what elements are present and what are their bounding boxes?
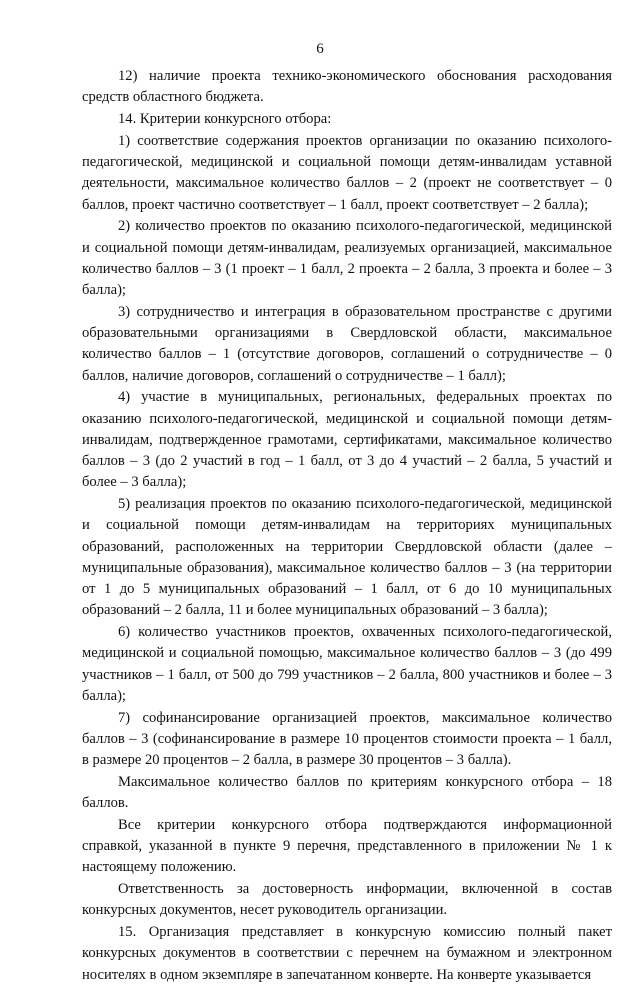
paragraph-criterion-6: 6) количество участников проектов, охваченных психолого-педагогической, медицинской и социальной помощью, максимальное количество баллов – 3 (до 499 участников – 1 балл, от 500 до 799 участников – 2 балла, 800 участников и более – 3 балла); xyxy=(82,624,612,704)
paragraph-criterion-3: 3) сотрудничество и интеграция в образовательном пространстве с другими образовательными организациями в Свердловской области, максимальное количество баллов – 1 (отсутствие договоров, соглашений о сотрудничестве – 0 баллов, наличие договоров, соглашений о сотрудничестве – 1 балл); xyxy=(82,303,612,384)
paragraph-max-score: Максимальное количество баллов по критериям конкурсного отбора – 18 баллов. xyxy=(82,773,612,811)
paragraph-responsibility: Ответственность за достоверность информации, включенной в состав конкурсных документов, несет руководитель организации. xyxy=(82,881,612,919)
paragraph-criterion-1: 1) соответствие содержания проектов организации по оказанию психолого-педагогической, медицинской и социальной помощи детям-инвалидам уставной деятельности, максимальное количество баллов – 2 (проект не соответствует – 0 баллов, проект частично соответствует – 1 балл, проект соответствует – 2 балла); xyxy=(82,132,612,213)
paragraph-criterion-4: 4) участие в муниципальных, региональных, федеральных проектах по оказанию психолого-педагогической, медицинской и социальной помощи детям-инвалидам, подтвержденное грамотами, сертификатами, максимальное количество баллов – 3 (до 2 участий в год – 1 балл, от 3 до 4 участий – 2 балла, 5 участий и более – 3 балла); xyxy=(82,389,612,491)
paragraph-criterion-5: 5) реализация проектов по оказанию психолого-педагогической, медицинской и социальной помощи детям-инвалидам на территориях муниципальных образований, расположенных на территории Свердловской области (далее – муниципальные образования), максимальное количество баллов – 3 (на территории от 1 до 5 муниципальных образований – 1 балл, от 6 до 10 муниципальных образований – 2 балла, 11 и более муниципальных образований – 3 балла); xyxy=(82,496,612,619)
paragraph-criterion-7: 7) софинансирование организацией проектов, максимальное количество баллов – 3 (софинансирование в размере 10 процентов стоимости проекта – 1 балл, в размере 20 процентов – 2 балла, в размере 30 процентов – 3 балла). xyxy=(82,709,612,768)
document-body xyxy=(82,66,612,986)
paragraph-item-12: 12) наличие проекта технико-экономического обоснования расходования средств областного бюджета. xyxy=(82,68,612,106)
paragraph-section-14-heading: 14. Критерии конкурсного отбора: xyxy=(118,111,332,127)
paragraph-section-15: 15. Организация представляет в конкурсную комиссию полный пакет конкурсных документов в соответствии с перечнем на бумажном и электронном носителях в одном экземпляре в запечатанном конверте. На конверте указывается xyxy=(82,924,612,983)
paragraph-criteria-confirmation: Все критерии конкурсного отбора подтверждаются информационной справкой, указанной в пункте 9 перечня, представленного в приложении № 1 к настоящему положению. xyxy=(82,816,612,876)
paragraph-criterion-2: 2) количество проектов по оказанию психолого-педагогической, медицинской и социальной помощи детям-инвалидам, реализуемых организацией, максимальное количество баллов – 3 (1 проект – 1 балл, 2 проекта – 2 балла, 3 проекта и более – 3 балла); xyxy=(82,218,612,298)
page-number: 6 xyxy=(316,41,324,57)
